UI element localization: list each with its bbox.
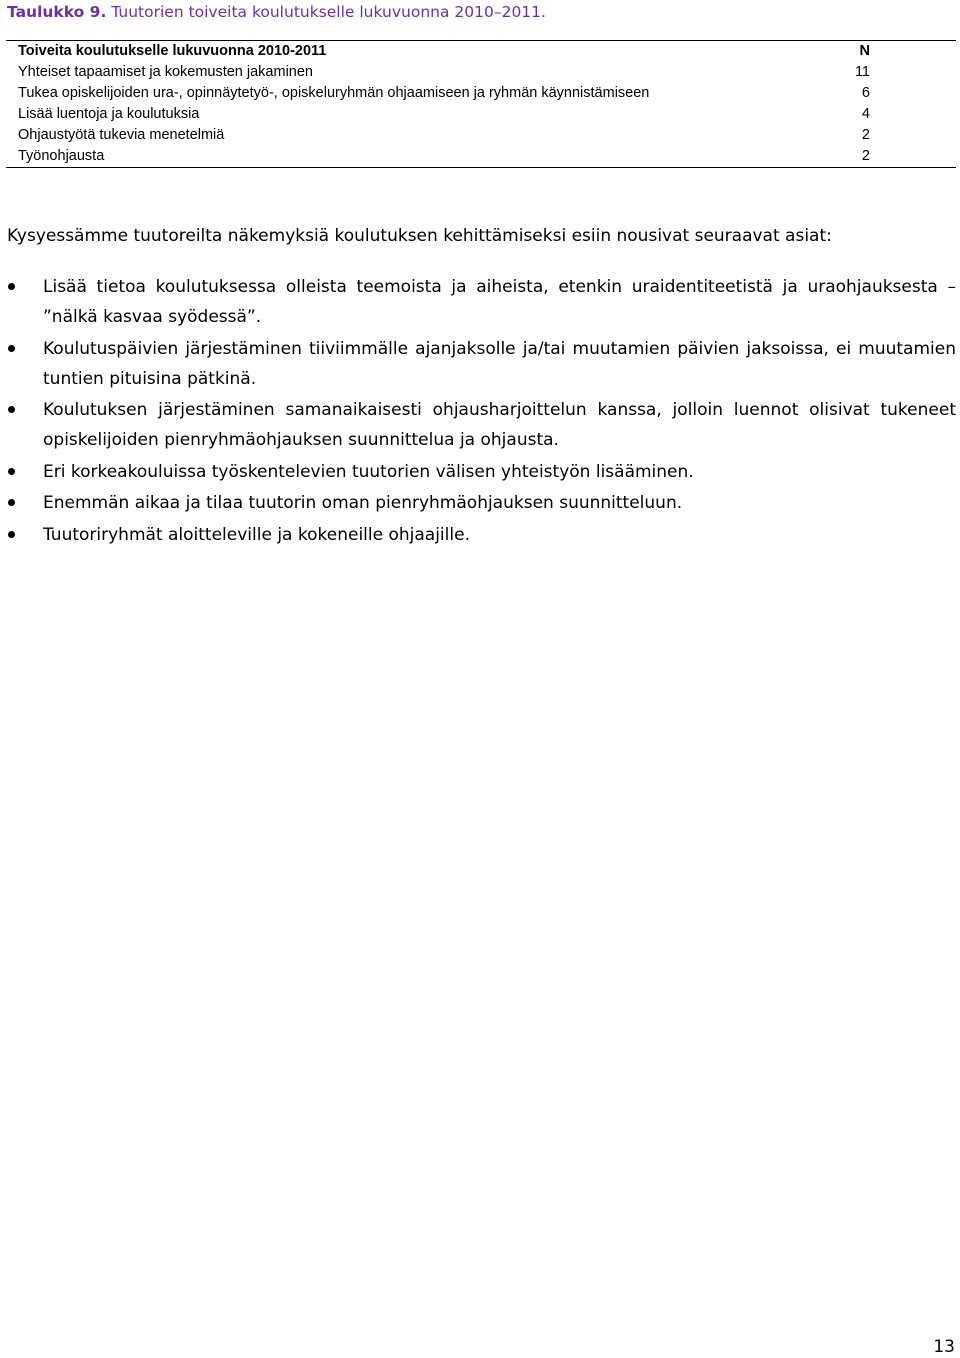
header-count: N [859, 43, 870, 59]
header-topic: Toiveita koulutukselle lukuvuonna 2010-2011 [18, 43, 327, 59]
wishes-table [6, 40, 956, 168]
table-row [6, 62, 956, 83]
row-count: 11 [854, 64, 870, 80]
table-header-row [6, 41, 956, 63]
bullet-icon [8, 531, 15, 538]
suggestion-list [0, 272, 956, 551]
caption-label: Taulukko 9. [7, 3, 107, 21]
table-caption [7, 3, 546, 21]
table-row [6, 125, 956, 146]
list-item-text: Enemmän aikaa ja tilaa tuutorin oman pienryhmäohjauksen suunnitteluun. [43, 493, 683, 513]
table-row [6, 104, 956, 125]
bullet-icon [8, 406, 15, 413]
row-count: 6 [861, 85, 870, 101]
bullet-icon [8, 468, 15, 475]
row-topic: Lisää luentoja ja koulutuksia [18, 106, 200, 122]
row-topic: Yhteiset tapaamiset ja kokemusten jakaminen [18, 64, 313, 80]
bullet-icon [8, 499, 15, 506]
list-item-text: Koulutuspäivien järjestäminen tiiviimmälle ajanjaksolle ja/tai muutamien päivien jaksoissa, ei muutamien tuntien pituisina pätkinä. [43, 338, 956, 389]
table-row [6, 146, 956, 168]
list-item-text: Lisää tietoa koulutuksessa olleista teemoista ja aiheista, etenkin uraidentiteetistä ja uraohjauksesta – ”nälkä kasvaa syödessä”. [43, 277, 956, 327]
list-item [0, 457, 956, 487]
row-topic: Ohjaustyötä tukevia menetelmiä [18, 127, 225, 143]
row-count: 2 [861, 127, 870, 143]
list-item [0, 395, 956, 455]
list-item [0, 488, 956, 518]
row-count: 4 [861, 106, 870, 122]
row-topic: Työnohjausta [18, 148, 105, 164]
page-number: 13 [933, 1337, 955, 1357]
caption-text: Tuutorien toiveita koulutukselle lukuvuonna 2010–2011. [111, 3, 546, 21]
list-item [0, 520, 956, 550]
list-item [0, 334, 956, 394]
row-count: 2 [861, 148, 870, 164]
list-item-text: Koulutuksen järjestäminen samanaikaisesti ohjausharjoittelun kanssa, jolloin luennot olisivat tukeneet opiskelijoiden pienryhmäohjauksen suunnittelua ja ohjausta. [43, 400, 956, 450]
intro-paragraph: Kysyessämme tuutoreilta näkemyksiä koulutuksen kehittämiseksi esiin nousivat seuraavat asiat: [7, 226, 832, 246]
bullet-icon [8, 283, 15, 290]
list-item-text: Tuutoriryhmät aloitteleville ja kokeneille ohjaajille. [43, 524, 470, 545]
bullet-icon [8, 345, 15, 352]
list-item-text: Eri korkeakouluissa työskentelevien tuutorien välisen yhteistyön lisääminen. [43, 461, 694, 482]
list-item [0, 272, 956, 332]
table-row [6, 83, 956, 104]
row-topic: Tukea opiskelijoiden ura-, opinnäytetyö-, opiskeluryhmän ohjaamiseen ja ryhmän käynnistämiseen [18, 85, 650, 101]
